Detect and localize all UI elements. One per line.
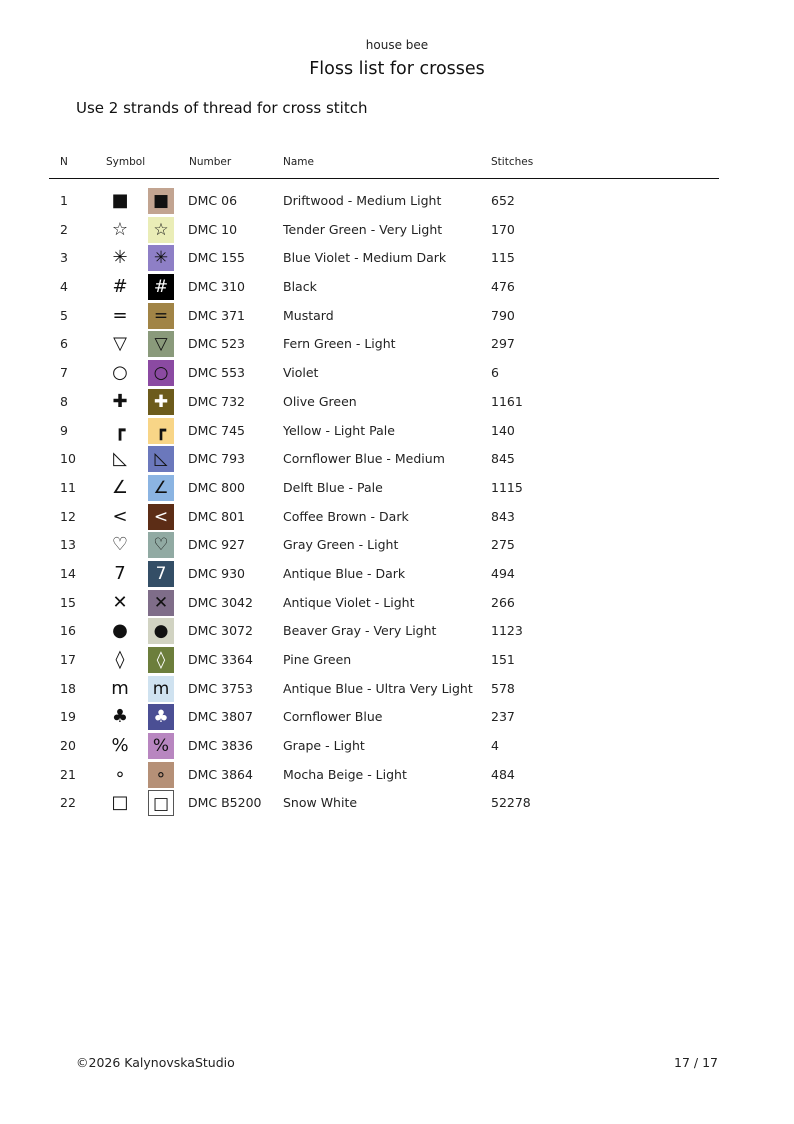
row-index: 1 (60, 193, 68, 208)
stitch-count: 1161 (491, 393, 523, 409)
row-index: 6 (60, 336, 68, 352)
floss-name: Gray Green - Light (283, 537, 399, 553)
row-index: 4 (60, 279, 68, 295)
angle-icon: ∠ (111, 476, 129, 498)
row-index: 17 (60, 652, 76, 667)
stitch-count: 266 (491, 594, 515, 610)
color-swatch-corner-icon: ┏ (148, 418, 174, 444)
floss-number: DMC 801 (188, 508, 245, 524)
table-row (0, 531, 794, 560)
floss-name: Antique Violet - Light (283, 594, 415, 610)
stitch-count: 578 (491, 680, 515, 696)
floss-number: DMC 553 (188, 365, 245, 381)
floss-name: Antique Blue - Ultra Very Light (283, 680, 473, 696)
table-row (0, 560, 794, 589)
color-swatch-cross-outline-icon: ✚ (148, 389, 174, 415)
color-swatch-percent-icon: % (148, 733, 174, 759)
floss-number: DMC 800 (188, 479, 245, 495)
page-number: 17 / 17 (674, 1055, 718, 1070)
color-swatch-circle-outline-icon: ○ (148, 360, 174, 386)
stitch-count: 843 (491, 508, 515, 524)
corner-icon: ┏ (114, 419, 126, 441)
table-row (0, 474, 794, 503)
column-header-number: Number (189, 156, 232, 168)
floss-number: DMC 732 (188, 393, 245, 409)
table-row (0, 646, 794, 675)
floss-name: Cornflower Blue (283, 709, 383, 725)
color-swatch-m-shape-icon: m (148, 676, 174, 702)
color-swatch-triangle-down-icon: ▽ (148, 331, 174, 357)
diamond-outline-icon: ◊ (115, 649, 125, 670)
row-index: 14 (60, 565, 76, 581)
floss-name: Yellow - Light Pale (283, 422, 395, 438)
floss-number: DMC 745 (188, 422, 245, 438)
table-row (0, 330, 794, 359)
color-swatch-right-triangle-icon: ◺ (148, 446, 174, 472)
footer-copyright: ©2026 KalynovskaStudio (76, 1055, 235, 1070)
column-header-symbol: Symbol (106, 156, 146, 168)
floss-number: DMC 930 (188, 565, 245, 581)
stitch-count: 476 (491, 279, 515, 295)
color-swatch-hash-icon: # (148, 274, 174, 300)
floss-name: Cornflower Blue - Medium (283, 451, 445, 467)
floss-name: Pine Green (283, 652, 352, 667)
filled-square-icon: ■ (111, 190, 129, 211)
floss-name: Black (283, 279, 317, 295)
table-row (0, 589, 794, 618)
seven-icon: 7 (114, 562, 126, 584)
floss-name: Beaver Gray - Very Light (283, 623, 437, 639)
table-row (0, 703, 794, 732)
stitch-count: 845 (491, 451, 515, 467)
color-swatch-heart-outline-icon: ♡ (148, 532, 174, 558)
asterisk-icon: ✳ (112, 247, 128, 269)
row-index: 8 (60, 393, 68, 409)
stitch-count: 790 (491, 307, 515, 323)
floss-number: DMC 3364 (188, 652, 253, 667)
stitch-count: 6 (491, 365, 499, 381)
x-mark-icon: ✕ (112, 591, 128, 613)
stitch-count: 1115 (491, 479, 523, 495)
table-row (0, 359, 794, 388)
floss-name: Tender Green - Very Light (283, 221, 443, 237)
floss-number: DMC 3807 (188, 709, 253, 725)
equals-icon: = (112, 304, 128, 326)
color-swatch-small-ring-icon: ∘ (148, 762, 174, 788)
floss-name: Olive Green (283, 393, 357, 409)
floss-name: Mustard (283, 307, 334, 323)
stitch-count: 484 (491, 766, 515, 782)
stitch-count: 52278 (491, 795, 531, 811)
floss-number: DMC 793 (188, 451, 245, 467)
floss-number: DMC 371 (188, 307, 245, 323)
stitch-count: 115 (491, 250, 515, 266)
table-row (0, 445, 794, 474)
heart-outline-icon: ♡ (111, 534, 129, 556)
stitch-count: 4 (491, 738, 499, 754)
floss-number: DMC 3864 (188, 766, 253, 782)
floss-name: Driftwood - Medium Light (283, 193, 442, 208)
floss-number: DMC 06 (188, 193, 238, 208)
row-index: 9 (60, 422, 68, 438)
color-swatch-asterisk-icon: ✳ (148, 245, 174, 271)
cross-outline-icon: ✚ (112, 390, 128, 412)
table-row (0, 388, 794, 417)
floss-number: DMC 3836 (188, 738, 253, 754)
table-row (0, 732, 794, 761)
color-swatch-square-outline-icon: □ (148, 790, 174, 816)
table-row (0, 244, 794, 273)
table-header (49, 156, 719, 179)
row-index: 20 (60, 738, 76, 754)
club-icon: ♣ (111, 706, 129, 728)
row-index: 18 (60, 680, 76, 696)
chevron-left-icon: < (112, 505, 128, 527)
table-row (0, 417, 794, 446)
floss-number: DMC 523 (188, 336, 245, 352)
table-row (0, 187, 794, 216)
circle-outline-icon: ○ (112, 362, 128, 384)
column-header-stitches: Stitches (491, 156, 534, 168)
floss-number: DMC 155 (188, 250, 245, 266)
row-index: 16 (60, 623, 76, 639)
floss-name: Mocha Beige - Light (283, 766, 407, 782)
row-index: 21 (60, 766, 76, 782)
stitch-count: 140 (491, 422, 515, 438)
floss-name: Grape - Light (283, 738, 365, 754)
column-header-n: N (60, 156, 68, 168)
stitch-count: 297 (491, 336, 515, 352)
floss-name: Delft Blue - Pale (283, 479, 383, 495)
percent-icon: % (111, 735, 129, 757)
floss-number: DMC 3753 (188, 680, 253, 696)
color-swatch-equals-icon: = (148, 303, 174, 329)
stitch-count: 652 (491, 193, 515, 208)
star-outline-icon: ☆ (111, 218, 129, 240)
table-row (0, 503, 794, 532)
row-index: 12 (60, 508, 76, 524)
stitch-count: 151 (491, 652, 515, 667)
stitch-count: 494 (491, 565, 515, 581)
row-index: 5 (60, 307, 68, 323)
hash-icon: # (112, 276, 128, 298)
filled-circle-icon: ● (112, 620, 128, 642)
floss-number: DMC B5200 (188, 795, 262, 811)
stitch-count: 170 (491, 221, 515, 237)
table-row (0, 789, 794, 818)
column-header-name: Name (283, 156, 314, 168)
row-index: 7 (60, 365, 68, 381)
floss-number: DMC 3072 (188, 623, 253, 639)
floss-name: Snow White (283, 795, 358, 811)
row-index: 2 (60, 221, 68, 237)
floss-number: DMC 10 (188, 221, 238, 237)
floss-table-body (0, 187, 794, 818)
right-triangle-icon: ◺ (113, 448, 127, 470)
stitch-count: 237 (491, 709, 515, 725)
floss-name: Antique Blue - Dark (283, 565, 406, 581)
table-row (0, 216, 794, 245)
table-row (0, 675, 794, 704)
table-row (0, 761, 794, 790)
color-swatch-filled-circle-icon: ● (148, 618, 174, 644)
row-index: 22 (60, 795, 76, 811)
row-index: 13 (60, 537, 76, 553)
floss-name: Fern Green - Light (283, 336, 396, 352)
color-swatch-x-mark-icon: ✕ (148, 590, 174, 616)
color-swatch-seven-icon: 7 (148, 561, 174, 587)
floss-number: DMC 3042 (188, 594, 253, 610)
row-index: 15 (60, 594, 76, 610)
table-row (0, 302, 794, 331)
instruction-text: Use 2 strands of thread for cross stitch (76, 99, 368, 117)
color-swatch-angle-icon: ∠ (148, 475, 174, 501)
row-index: 19 (60, 709, 76, 725)
stitch-count: 275 (491, 537, 515, 553)
floss-number: DMC 310 (188, 279, 245, 295)
row-index: 10 (60, 451, 76, 467)
row-index: 11 (60, 479, 76, 495)
floss-name: Violet (283, 365, 319, 381)
floss-number: DMC 927 (188, 537, 245, 553)
square-outline-icon: □ (111, 792, 129, 814)
color-swatch-filled-square-icon: ■ (148, 188, 174, 214)
row-index: 3 (60, 250, 68, 266)
color-swatch-star-outline-icon: ☆ (148, 217, 174, 243)
color-swatch-diamond-outline-icon: ◊ (148, 647, 174, 673)
color-swatch-club-icon: ♣ (148, 704, 174, 730)
table-row (0, 273, 794, 302)
small-ring-icon: ∘ (114, 763, 126, 785)
color-swatch-chevron-left-icon: < (148, 504, 174, 530)
triangle-down-icon: ▽ (113, 333, 127, 355)
page-subtitle: house bee (365, 38, 429, 52)
stitch-count: 1123 (491, 623, 523, 639)
page-title: Floss list for crosses (309, 59, 485, 79)
floss-name: Blue Violet - Medium Dark (283, 250, 447, 266)
floss-name: Coffee Brown - Dark (283, 508, 409, 524)
m-shape-icon: m (111, 677, 129, 699)
table-row (0, 617, 794, 646)
